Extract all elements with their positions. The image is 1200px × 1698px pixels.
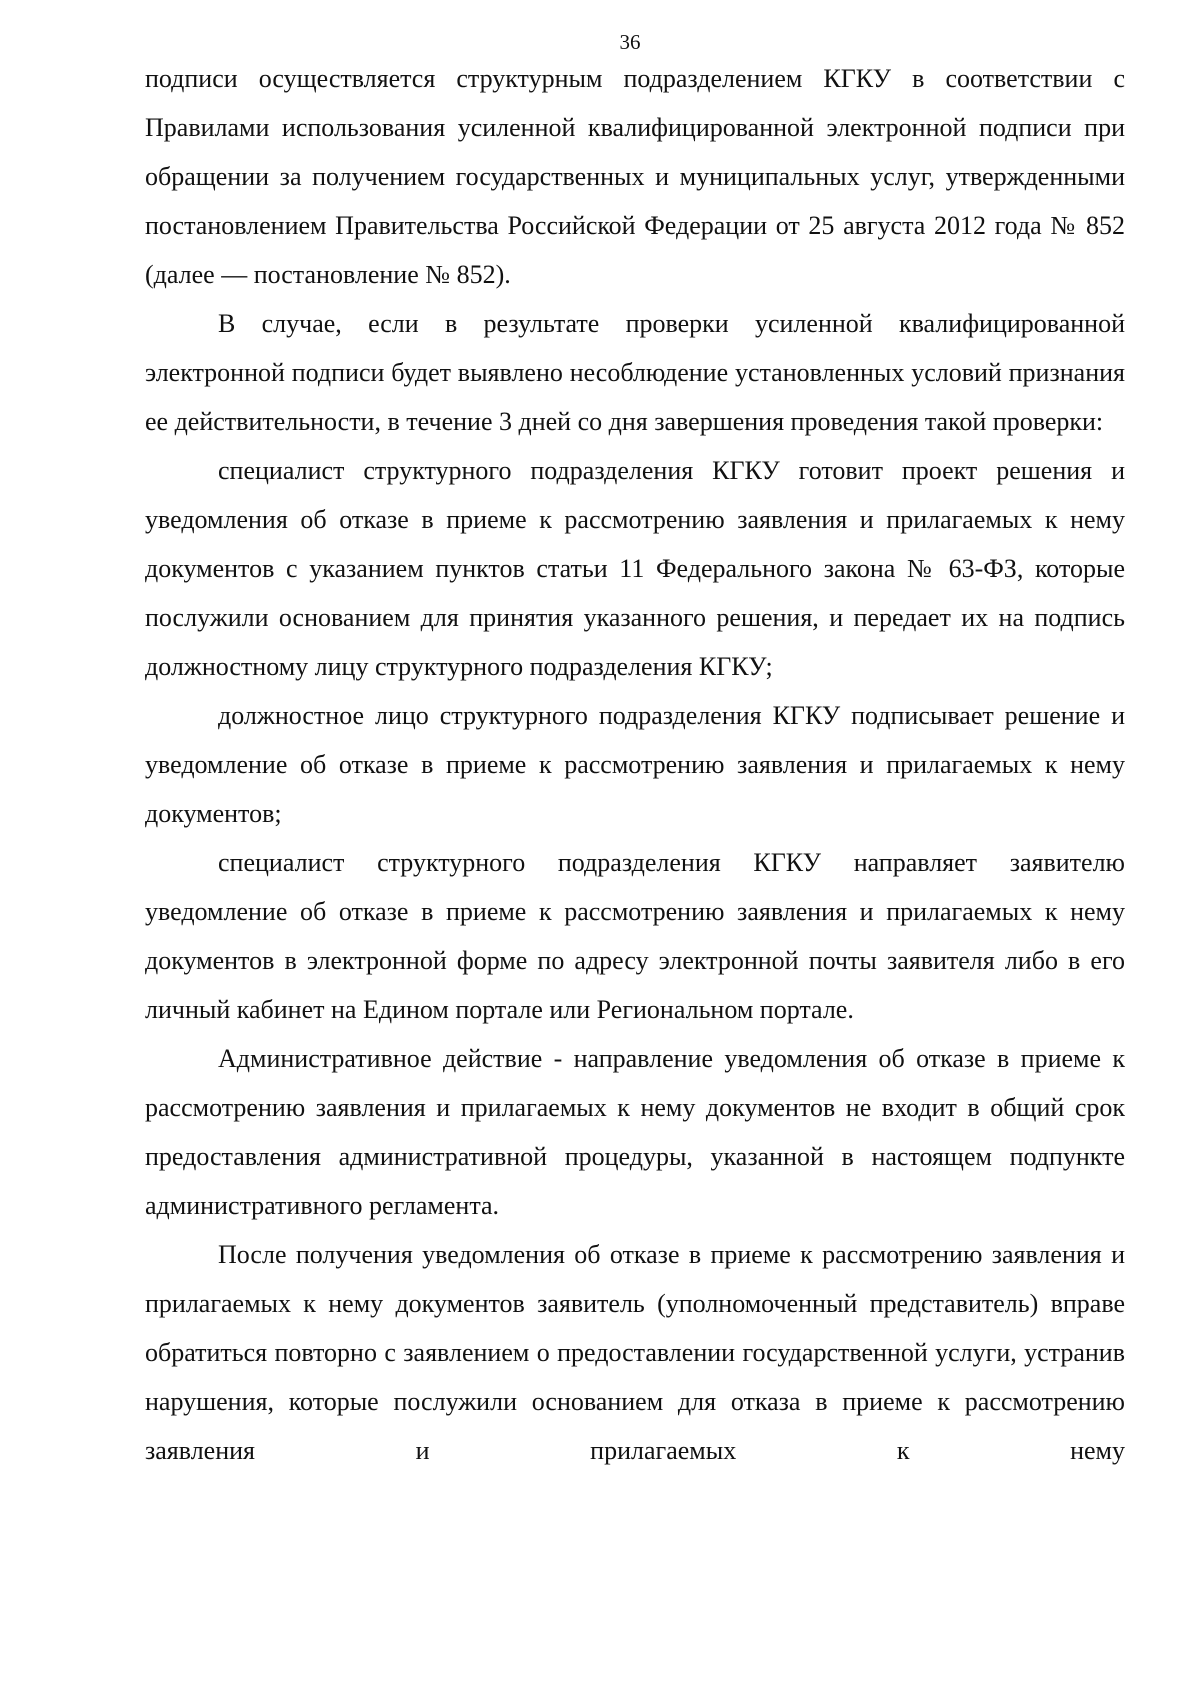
paragraph-6: Административное действие - направление уведомления об отказе в приеме к рассмотрению заявления и прилагаемых к нему документов не входит в общий срок предоставления административной процедуры, указанной в настоящем подпункте административного регламента. — [145, 1044, 1125, 1220]
paragraph-7: После получения уведомления об отказе в приеме к рассмотрению заявления и прилагаемых к нему документов заявитель (уполномоченный представитель) вправе обратиться повторно с заявлением о предоставлении государственной услуги, устранив нарушения, которые послужили основанием для отказа в приеме к рассмотрению заявления и прилагаемых к нему — [145, 1240, 1125, 1465]
page-number: 36 — [619, 30, 641, 54]
document-body — [145, 54, 1125, 1475]
paragraph-4: должностное лицо структурного подразделения КГКУ подписывает решение и уведомление об отказе в приеме к рассмотрению заявления и прилагаемых к нему документов; — [145, 701, 1125, 828]
paragraph-3: специалист структурного подразделения КГКУ готовит проект решения и уведомления об отказе в приеме к рассмотрению заявления и прилагаемых к нему документов с указанием пунктов статьи 11 Федерального закона № 63-ФЗ, которые послужили основанием для принятия указанного решения, и передает их на подпись должностному лицу структурного подразделения КГКУ; — [145, 456, 1125, 681]
paragraph-2: В случае, если в результате проверки усиленной квалифицированной электронной подписи будет выявлено несоблюдение установленных условий признания ее действительности, в течение 3 дней со дня завершения проведения такой проверки: — [145, 309, 1125, 436]
paragraph-1: подписи осуществляется структурным подразделением КГКУ в соответствии с Правилами использования усиленной квалифицированной электронной подписи при обращении за получением государственных и муниципальных услуг, утвержденными постановлением Правительства Российской Федерации от 25 августа 2012 года № 852 (далее — постановление № 852). — [145, 64, 1125, 289]
paragraph-5: специалист структурного подразделения КГКУ направляет заявителю уведомление об отказе в приеме к рассмотрению заявления и прилагаемых к нему документов в электронной форме по адресу электронной почты заявителя либо в его личный кабинет на Едином портале или Региональном портале. — [145, 848, 1125, 1024]
